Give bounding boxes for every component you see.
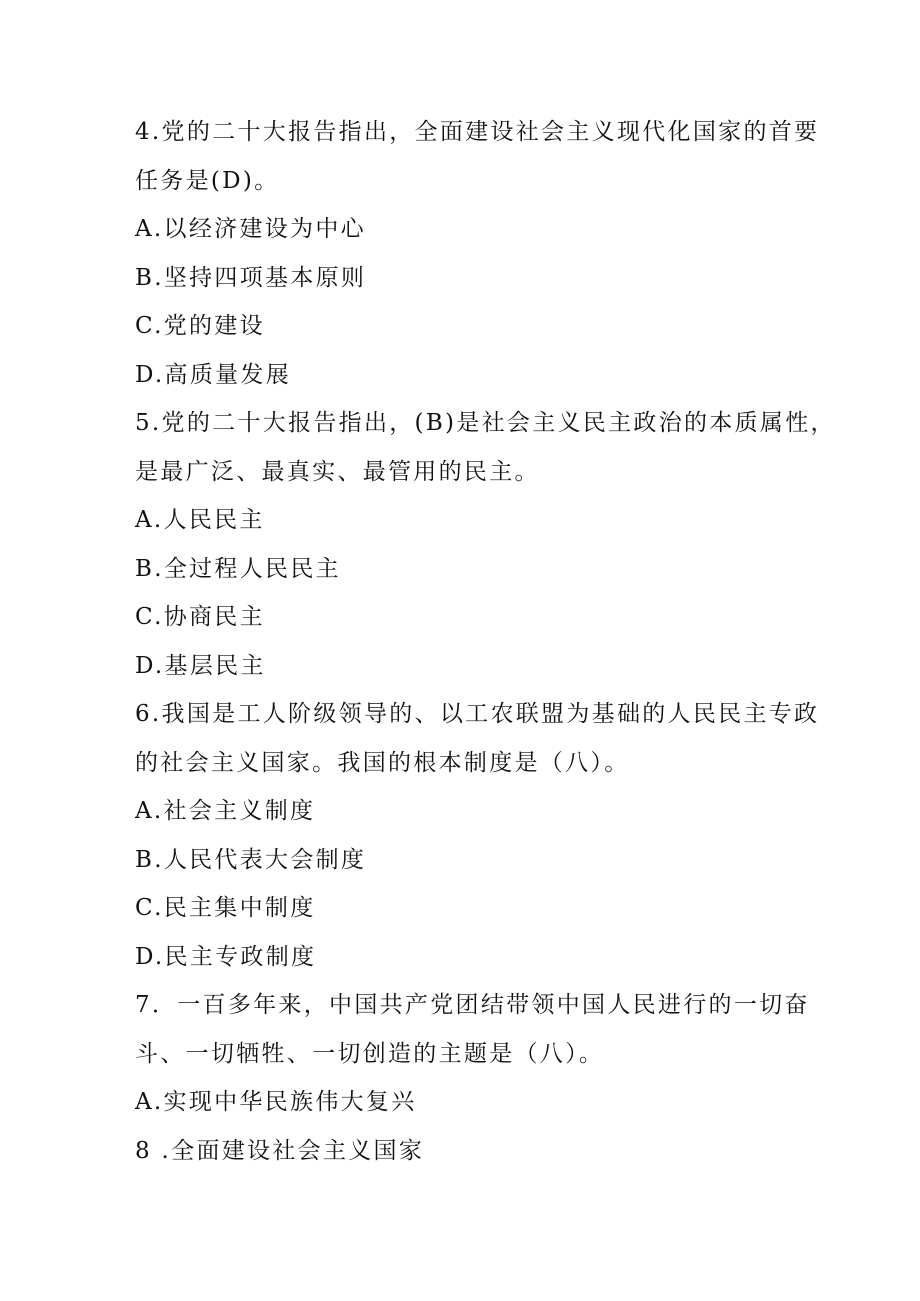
document-body: [135, 108, 836, 1175]
question-4-option-c: C.党的建设: [135, 313, 265, 339]
question-4-option-a: A.以经济建设为中心: [135, 216, 366, 242]
question-7-stem-line-1: 7．一百多年来，中国共产党团结带领中国人民进行的一切奋: [135, 992, 810, 1018]
question-4-option-d: D.高质量发展: [135, 361, 292, 388]
question-6-stem-line-2: 的社会主义国家。我国的根本制度是（八）。: [135, 749, 630, 776]
question-6-option-a: A.社会主义制度: [135, 798, 316, 824]
question-5-option-b: B.全过程人民民主: [135, 555, 341, 582]
question-6-option-c: C.民主集中制度: [135, 895, 316, 921]
question-4-stem-line-1: 4.党的二十大报告指出，全面建设社会主义现代化国家的首要: [135, 119, 820, 145]
question-6-option-d: D.民主专政制度: [135, 943, 317, 970]
question-6-option-b: B.人民代表大会制度: [135, 846, 367, 873]
question-7-stem-line-2: 斗、一切牺牲、一切创造的主题是（八）。: [135, 1040, 605, 1067]
question-4-stem-line-2: 任务是(D)。: [135, 167, 280, 194]
question-7-option-a: A.实现中华民族伟大复兴: [135, 1089, 417, 1115]
question-5-option-c: C.协商民主: [135, 604, 265, 630]
question-5-stem-line-1: 5.党的二十大报告指出，(B)是社会主义民主政治的本质属性，: [135, 410, 836, 436]
question-5-stem-line-2: 是最广泛、最真实、最管用的民主。: [135, 458, 540, 485]
question-5-option-d: D.基层民主: [135, 652, 266, 679]
question-4-option-b: B.坚持四项基本原则: [135, 264, 367, 291]
question-5-option-a: A.人民民主: [135, 507, 265, 533]
question-6-stem-line-1: 6.我国是工人阶级领导的、以工农联盟为基础的人民民主专政: [135, 701, 820, 727]
question-8-line: 8 .全面建设社会主义国家: [135, 1137, 425, 1164]
